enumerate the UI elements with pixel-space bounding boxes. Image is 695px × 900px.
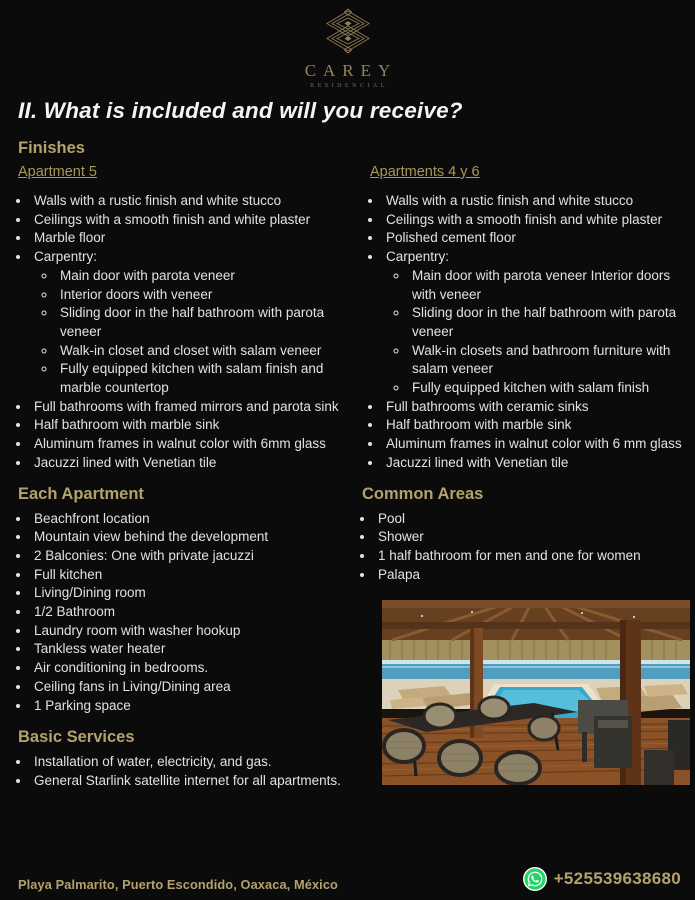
- list-item: • Marble floor: [31, 229, 362, 248]
- whatsapp-icon[interactable]: [523, 867, 547, 891]
- carey-emblem-icon: [319, 8, 377, 54]
- list-item: ◦ Interior doors with veneer: [57, 286, 362, 305]
- list-item: ◦ Fully equipped kitchen with salam finish and marble countertop: [57, 360, 362, 397]
- common-areas-list: [362, 510, 690, 585]
- list-item: • Ceilings with a smooth finish and white plaster: [31, 211, 362, 230]
- list-item: • General Starlink satellite internet for all apartments.: [31, 772, 362, 791]
- list-item: • Installation of water, electricity, and gas.: [31, 753, 362, 772]
- logo-wordmark: CAREY: [304, 61, 398, 80]
- list-item: • Ceiling fans in Living/Dining area: [31, 678, 362, 697]
- list-item: • Half bathroom with marble sink: [383, 416, 687, 435]
- page-title: II. What is included and will you receive?: [18, 98, 463, 123]
- apartments46-list: [370, 192, 687, 473]
- list-item: • Pool: [375, 510, 690, 529]
- apartment5-list: [18, 192, 362, 473]
- each-apartment-section: [18, 473, 362, 791]
- list-item: • 2 Balconies: One with private jacuzzi: [31, 547, 362, 566]
- list-item: • Shower: [375, 528, 690, 547]
- list-item: • Palapa: [375, 566, 690, 585]
- list-item: • Living/Dining room: [31, 584, 362, 603]
- list-item: • Jacuzzi lined with Venetian tile: [31, 454, 362, 473]
- list-item: • Jacuzzi lined with Venetian tile: [383, 454, 687, 473]
- list-item: ◦ Main door with parota veneer Interior doors with veneer: [409, 267, 687, 304]
- each-apartment-list: [18, 510, 362, 716]
- finishes-heading: Finishes: [18, 139, 85, 157]
- list-item: • Walls with a rustic finish and white stucco: [383, 192, 687, 211]
- list-item: • Tankless water heater: [31, 640, 362, 659]
- list-item: • Full bathrooms with framed mirrors and parota sink: [31, 398, 362, 417]
- list-item: • Mountain view behind the development: [31, 528, 362, 547]
- palapa-pool-terrace-photo: [382, 600, 690, 785]
- apartments46-column: [370, 158, 687, 473]
- apartments46-carpentry-list: [383, 267, 687, 398]
- list-item: • Laundry room with washer hookup: [31, 622, 362, 641]
- list-item: • Aluminum frames in walnut color with 6 mm glass: [383, 435, 687, 454]
- list-item: • 1/2 Bathroom: [31, 603, 362, 622]
- lower-columns: [0, 473, 695, 791]
- list-item: • Carpentry:: [383, 248, 687, 267]
- list-item: • Air conditioning in bedrooms.: [31, 659, 362, 678]
- list-item: • 1 half bathroom for men and one for women: [375, 547, 690, 566]
- logo-subtitle: RESIDENCIAL: [310, 83, 388, 89]
- list-item: ◦ Main door with parota veneer: [57, 267, 362, 286]
- list-item: • Full bathrooms with ceramic sinks: [383, 398, 687, 417]
- apartment5-column: [18, 158, 362, 473]
- list-item: • Half bathroom with marble sink: [31, 416, 362, 435]
- list-item: • Polished cement floor: [383, 229, 687, 248]
- list-item: • 1 Parking space: [31, 697, 362, 716]
- list-item: • Aluminum frames in walnut color with 6mm glass: [31, 435, 362, 454]
- footer-phone[interactable]: [523, 867, 681, 891]
- list-item: ◦ Sliding door in the half bathroom with parota veneer: [409, 304, 687, 341]
- footer-location: Playa Palmarito, Puerto Escondido, Oaxaca, México: [18, 877, 338, 892]
- finishes-columns: [0, 158, 695, 473]
- each-apartment-heading: Each Apartment: [18, 484, 144, 503]
- apartments46-link[interactable]: Apartments 4 y 6: [370, 164, 480, 180]
- apartment5-link[interactable]: Apartment 5: [18, 164, 97, 180]
- list-item: ◦ Walk-in closet and closet with salam veneer: [57, 342, 362, 361]
- list-item: ◦ Fully equipped kitchen with salam finish: [409, 379, 687, 398]
- list-item: • Ceilings with a smooth finish and white plaster: [383, 211, 687, 230]
- list-item: ◦ Walk-in closets and bathroom furniture with salam veneer: [409, 342, 687, 379]
- list-item: • Beachfront location: [31, 510, 362, 529]
- list-item: ◦ Sliding door in the half bathroom with parota veneer: [57, 304, 362, 341]
- list-item: • Carpentry:: [31, 248, 362, 267]
- common-areas-section: [362, 473, 690, 791]
- basic-services-list: [18, 753, 362, 790]
- list-item: • Full kitchen: [31, 566, 362, 585]
- apartment5-carpentry-list: [31, 267, 362, 398]
- basic-services-heading: Basic Services: [18, 728, 135, 747]
- list-item: • Walls with a rustic finish and white stucco: [31, 192, 362, 211]
- phone-number[interactable]: +525539638680: [553, 869, 681, 888]
- brand-header: [0, 0, 695, 89]
- common-areas-heading: Common Areas: [362, 484, 484, 503]
